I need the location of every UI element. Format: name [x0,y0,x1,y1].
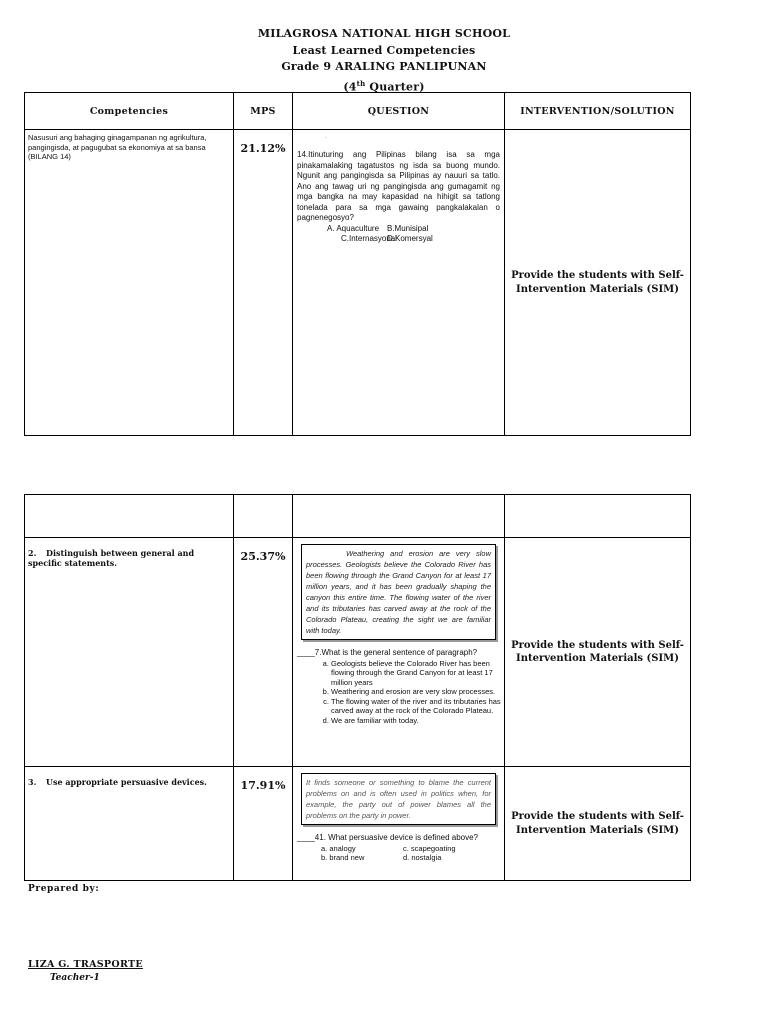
quarter: (4th Quarter) [343,78,425,94]
empty-header-row [25,495,691,538]
empty-cell [234,495,293,538]
question-text: ____41. What persuasive device is defined above? [297,833,479,842]
mps-cell: 17.91% [234,767,293,881]
option-d: d. nostalgia [403,853,442,862]
question-text: ____7.What is the general sentence of paragraph? [297,648,478,657]
intervention-cell: Provide the students with Self-Intervention Materials (SIM) [505,767,691,881]
empty-cell [25,495,234,538]
school-name: MILAGROSA NATIONAL HIGH SCHOOL [257,27,511,40]
question-cell [293,767,505,881]
option-a: A. Aquaculture [327,223,380,233]
option-a: a. analogy [321,843,356,853]
competency-table-2 [24,494,691,881]
choice-a: a. Geologists believe the Colorado River has been flowing through the Grand Canyon for at least 17 million years [331,659,504,688]
choice-c: c. The flowing water of the river and its tributaries has carved away at the rock of the Colorado Plateau. [331,697,504,716]
document-title: Least Learned Competencies [292,43,476,57]
empty-cell [293,495,505,538]
competency-table-1 [24,92,691,436]
teacher-name: LIZA G. TRASPORTE [28,959,143,970]
question-cell [293,538,505,767]
question-text: 14.Itinuturing ang Pilipinas bilang isa sa mga pinakamalaking tagatustos ng isda sa buong mundo. Ngunit ang pangingisda sa Pilipinas ay nauuri sa tatlo. Ano ang tawag uri ng pangingisda ang gumagamit ng mga bangka na may kapasidad na hihigit sa tatlong tonelada para sa mga gawaing pangkalakalan o pagnenegosyo? [297,150,500,222]
reading-passage: It finds someone or something to blame the current problems on and is often used in politics when, for example, the party out of power blames all the problems on the party in power. [301,773,496,825]
answer-options [293,844,504,863]
option-b: B.Munisipal [387,223,429,233]
option-c: c. scapegoating [403,843,456,853]
choice-d: d. We are familiar with today. [331,716,504,726]
table-header-row [25,93,691,130]
table-row [25,767,691,881]
competency-cell: 2. Distinguish between general and specific statements. [25,538,234,767]
answer-options [297,224,500,244]
header-mps: MPS [234,93,293,130]
header-question: QUESTION [293,93,505,130]
empty-cell [505,495,691,538]
document-header [0,26,768,96]
choice-b: b. Weathering and erosion are very slow processes. [331,687,504,697]
table-row [25,130,691,436]
mps-cell: 25.37% [234,538,293,767]
choice-list [293,659,504,726]
grade-subject: Grade 9 ARALING PANLIPUNAN [281,60,487,73]
reading-passage: Weathering and erosion are very slow processes. Geologists believe the Colorado River has been flowing through the Grand Canyon for at least 17 million years, and it has been gradually shaping the canyon this entire time. The flowing water of the river and its tributaries has carved away at the rock of the Colorado Plateau, creating the sight we are familiar with today. [301,544,496,640]
header-intervention: INTERVENTION/SOLUTION [505,93,691,130]
option-c: C.Internasyonal [341,233,398,243]
option-d: D.Komersyal [387,233,433,243]
prepared-by-label: Prepared by: [28,884,100,894]
option-b: b. brand new [321,853,365,862]
competency-cell: 3. Use appropriate persuasive devices. [25,767,234,881]
table-row [25,538,691,767]
bullet-dot: · [325,135,327,141]
competency-cell: Nasusuri ang bahaging ginagampanan ng agrikultura, pangingisda, at pagugubat sa ekonomiya at sa bansa (BILANG 14) [25,130,234,436]
question-cell [293,130,505,436]
intervention-cell: Provide the students with Self-Intervention Materials (SIM) [505,538,691,767]
header-competencies: Competencies [25,93,234,130]
teacher-title: Teacher-1 [50,973,100,983]
intervention-cell: Provide the students with Self-Intervention Materials (SIM) [505,130,691,436]
mps-cell: 21.12% [234,130,293,436]
